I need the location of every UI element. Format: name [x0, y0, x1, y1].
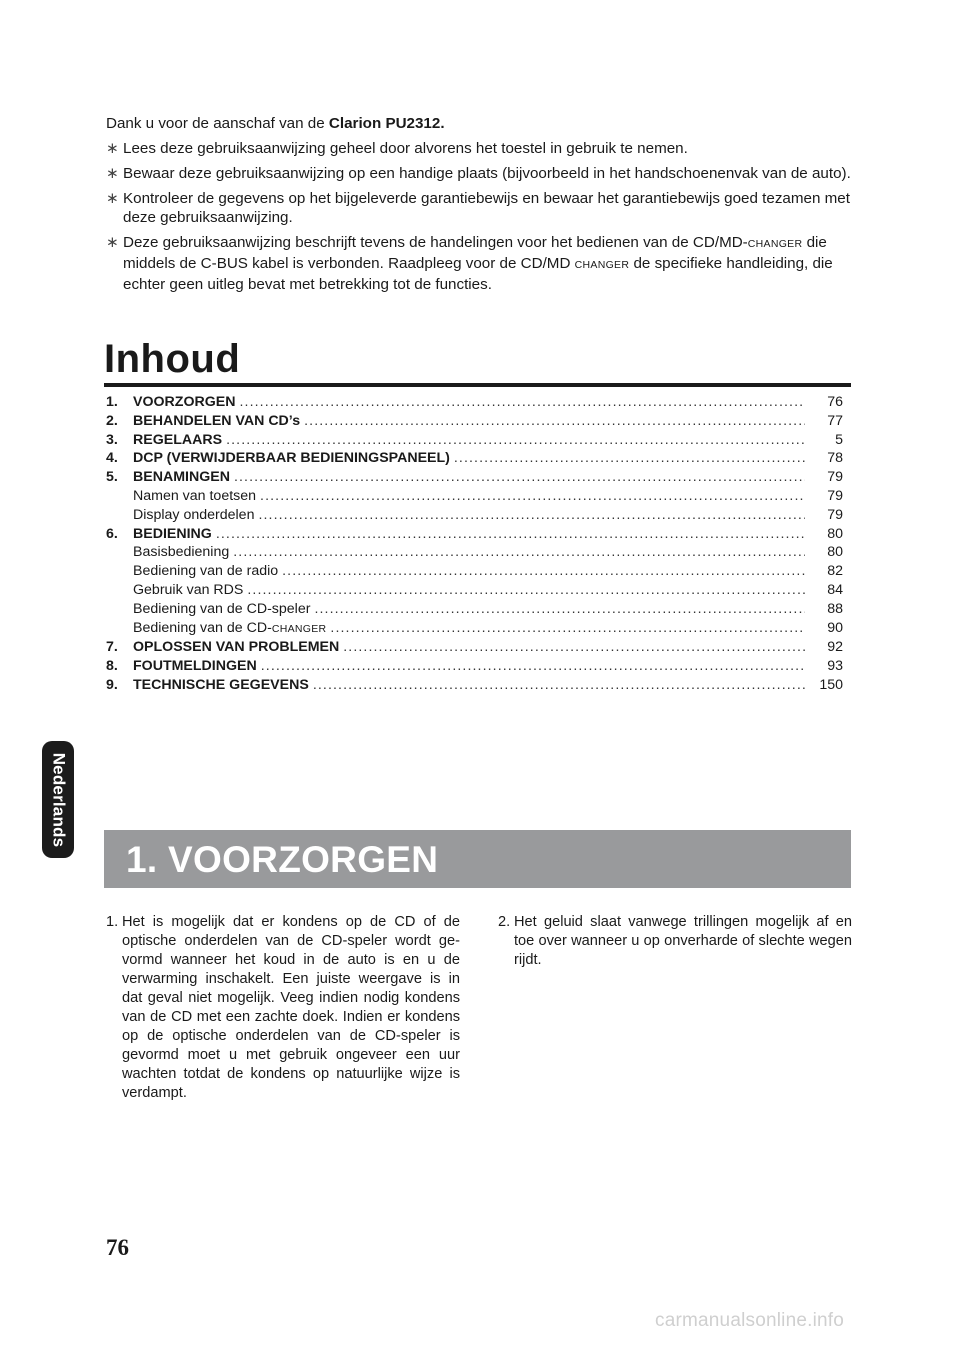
toc-leader-dots	[226, 431, 805, 450]
toc-leader-dots	[258, 506, 805, 525]
toc-entry-number: 2.	[106, 412, 118, 429]
content-column-left	[106, 913, 460, 1103]
toc-entry	[106, 393, 843, 412]
toc-entry-page: 5	[835, 431, 843, 448]
toc-entry-number: 1.	[106, 394, 118, 410]
toc-entry	[106, 657, 843, 676]
toc-entry-label-text: Basisbediening	[133, 544, 230, 561]
toc-entry-page: 80	[827, 525, 843, 542]
toc-entry-label	[133, 412, 300, 431]
toc-leader-dots	[260, 487, 805, 506]
toc-leader-dots	[261, 657, 805, 676]
item-number: 2.	[498, 914, 511, 930]
toc-entry	[106, 487, 843, 506]
toc-leader-dots	[313, 676, 805, 695]
toc-entry-label-text: VOORZORGEN	[133, 394, 236, 410]
bullet-text: die middels de C-BUS kabel is verbonden. Raadpleeg voor de CD/MD	[123, 234, 827, 272]
list-item	[106, 913, 460, 1103]
toc-title: Inhoud	[104, 337, 241, 381]
toc-entry-number: 6.	[106, 525, 118, 542]
toc-entry-label	[133, 562, 278, 581]
toc-entry-page: 82	[827, 563, 843, 580]
toc-entry-label-text: Bediening van de radio	[133, 563, 279, 580]
toc-leader-dots	[234, 468, 805, 487]
toc-entry-page: 79	[827, 506, 843, 523]
bullet-text: Deze gebruiksaanwijzing beschrijft tevens de handelingen voor het bedienen van de CD/MD-	[123, 234, 748, 251]
toc-divider	[104, 383, 851, 387]
toc-entry-label	[133, 525, 212, 544]
toc-entry	[106, 543, 843, 562]
watermark: carmanualsonline.info	[655, 1310, 845, 1331]
toc-entry-label	[133, 619, 326, 639]
toc-entry-label	[133, 543, 229, 562]
toc-entry-page: 77	[827, 412, 843, 429]
toc-leader-dots	[239, 393, 805, 412]
bullet-mark: ∗	[106, 234, 119, 251]
bullet-text: Kontroleer de gegevens op het bijgeleverde garantiebewijs en bewaar het garantiebewijs goed tezamen met deze gebruiksaanwijzing.	[123, 190, 850, 226]
toc-entry-label	[133, 487, 256, 506]
thanks-line	[106, 114, 852, 133]
table-of-contents	[106, 393, 843, 695]
toc-entry-label-text: FOUTMELDINGEN	[133, 658, 257, 675]
toc-entry-page: 78	[827, 450, 843, 467]
toc-entry	[106, 600, 843, 619]
toc-entry-page: 150	[819, 676, 843, 693]
toc-entry-label	[133, 638, 339, 657]
toc-entry-number: 4.	[106, 450, 118, 467]
bullet-text: Lees deze gebruiksaanwijzing geheel door alvorens het toestel in gebruik te nemen.	[123, 140, 688, 157]
language-tab-label: Nederlands	[49, 752, 68, 847]
toc-entry-label-text: TECHNISCHE GEGEVENS	[133, 676, 309, 693]
changer-label: CHANGER	[747, 238, 803, 250]
toc-entry	[106, 525, 843, 544]
toc-entry	[106, 619, 843, 639]
toc-leader-dots	[282, 562, 805, 581]
toc-entry-label	[133, 468, 230, 487]
toc-entry-page: 79	[827, 487, 843, 504]
toc-entry	[106, 562, 843, 581]
toc-entry-label-text: Bediening van de CD-speler	[133, 600, 311, 617]
toc-entry-page: 92	[827, 639, 843, 656]
item-text: Het is mogelijk dat er kondens op de CD of de optische onderdelen van de CD-speler wordt gevormd wanneer het koud in de auto is en u de verwarming inschakelt. Een juiste weergave is in dat geval niet mogelijk. Veeg indien nodig kondens van de CD met een zachte doek. Indien er kondens op de optische onderdelen van de CD-speler is gevormd moet u met gebruik ongeveer een uur wachten totdat de kondens op natuurlijke wijze is verdampt.	[122, 914, 460, 1101]
toc-entry	[106, 449, 843, 468]
changer-label: CHANGER	[574, 259, 630, 271]
toc-entry-page: 90	[827, 619, 843, 636]
toc-entry	[106, 638, 843, 657]
toc-leader-dots	[304, 412, 805, 431]
toc-entry-label-text: BEDIENING	[133, 525, 212, 542]
thanks-text: Dank u voor de aanschaf van de	[106, 115, 329, 132]
intro-bullet-2	[106, 164, 852, 183]
toc-entry-label-text: Namen van toetsen	[133, 487, 257, 504]
toc-entry-label	[133, 657, 257, 676]
changer-label: CHANGER	[271, 622, 327, 635]
toc-entry-label	[133, 431, 222, 450]
toc-entry-label	[133, 676, 309, 695]
toc-entry-label	[133, 600, 310, 619]
toc-entry-number: 9.	[106, 676, 118, 693]
language-tab	[42, 741, 74, 858]
list-item	[498, 913, 852, 970]
toc-entry-label	[133, 506, 254, 525]
product-name: Clarion PU2312.	[328, 115, 445, 132]
toc-entry-label-text: BEHANDELEN VAN CD’s	[133, 412, 301, 429]
toc-entry-label-text: OPLOSSEN VAN PROBLEMEN	[133, 639, 340, 656]
toc-entry	[106, 506, 843, 525]
toc-leader-dots	[330, 619, 805, 638]
toc-entry-label	[133, 449, 450, 468]
item-number: 1.	[106, 914, 119, 930]
toc-entry-page: 84	[827, 581, 843, 598]
toc-leader-dots	[247, 581, 805, 600]
intro-bullet-1	[106, 139, 852, 158]
intro	[106, 114, 852, 300]
toc-entry-label-text: Bediening van de CD-	[133, 619, 272, 636]
bullet-mark: ∗	[106, 140, 119, 157]
intro-bullet-4	[106, 233, 852, 294]
toc-entry-number: 5.	[106, 469, 118, 486]
toc-entry-label-text: REGELAARS	[133, 431, 223, 448]
toc-leader-dots	[233, 543, 805, 562]
toc-leader-dots	[216, 525, 805, 544]
toc-entry-label	[133, 581, 243, 600]
toc-entry	[106, 412, 843, 431]
toc-entry	[106, 468, 843, 487]
toc-entry-label-text: DCP (VERWIJDERBAAR BEDIENINGSPANEEL)	[133, 450, 450, 467]
toc-entry-number: 7.	[106, 639, 118, 656]
content-column-right	[498, 913, 852, 970]
toc-entry	[106, 431, 843, 450]
toc-entry-label-text: Gebruik van RDS	[133, 581, 244, 598]
toc-leader-dots	[343, 638, 805, 657]
toc-entry-page: 79	[827, 469, 843, 486]
bullet-mark: ∗	[106, 190, 119, 207]
toc-entry-number: 8.	[106, 658, 118, 675]
bullet-mark: ∗	[106, 165, 119, 182]
intro-bullet-3	[106, 189, 852, 227]
page-number: 76	[106, 1235, 129, 1260]
bullet-text: Bewaar deze gebruiksaanwijzing op een handige plaats (bijvoorbeeld in het handschoenenvak van de auto).	[123, 165, 851, 182]
toc-entry-page: 76	[827, 394, 843, 410]
toc-entry-number: 3.	[106, 431, 118, 448]
toc-entry	[106, 581, 843, 600]
toc-entry	[106, 676, 843, 695]
toc-leader-dots	[314, 600, 805, 619]
toc-entry-label	[133, 393, 235, 412]
toc-leader-dots	[454, 449, 805, 468]
toc-entry-label-text: BENAMINGEN	[133, 469, 230, 486]
toc-entry-page: 80	[827, 544, 843, 561]
toc-entry-page: 88	[827, 600, 843, 617]
section-header	[104, 830, 851, 888]
toc-entry-label-text: Display onderdelen	[133, 506, 255, 523]
bullet-text: de specifieke handleiding, die echter geen uitleg bevat met betrekking tot de functies.	[123, 255, 833, 293]
section-title: 1. VOORZORGEN	[126, 839, 439, 880]
toc-entry-page: 93	[827, 658, 843, 675]
item-text: Het geluid slaat vanwege trillingen mogelijk af en toe over wanneer u op onverharde of slechte wegen rijdt.	[514, 914, 852, 968]
